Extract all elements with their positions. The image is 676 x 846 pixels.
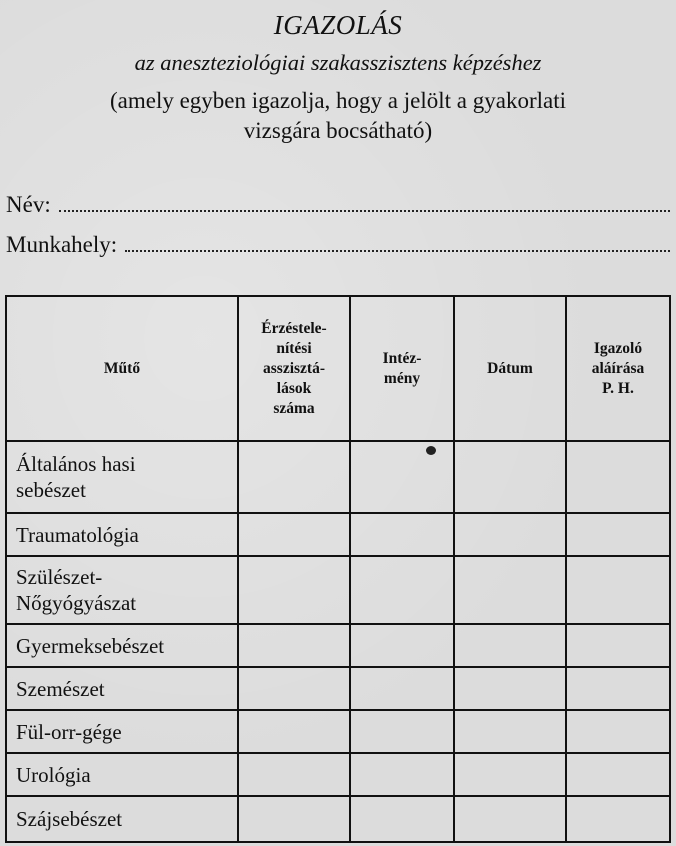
table-row <box>6 710 670 753</box>
header-datum: Dátum <box>454 296 566 441</box>
header-int-line: mény <box>383 369 421 387</box>
header-ig-line: Igazoló <box>593 339 643 357</box>
institution-cell[interactable] <box>350 796 454 842</box>
specialty-cell <box>6 556 238 624</box>
date-cell[interactable] <box>454 556 566 624</box>
date-cell[interactable] <box>454 624 566 667</box>
header-muto: Műtő <box>6 296 238 441</box>
table-row <box>6 753 670 796</box>
signature-cell[interactable] <box>566 513 670 556</box>
header-erz-line: asszisztá- <box>263 359 325 377</box>
signature-cell[interactable] <box>566 753 670 796</box>
header-erz-line: lások <box>276 379 312 397</box>
date-cell[interactable] <box>454 667 566 710</box>
specialty-line: Traumatológia <box>16 522 139 547</box>
specialty-cell <box>6 441 238 513</box>
header-ig-line: aláírása <box>591 359 645 377</box>
institution-cell[interactable] <box>350 513 454 556</box>
table-row <box>6 667 670 710</box>
name-label: Név: <box>6 192 51 217</box>
date-cell[interactable] <box>454 710 566 753</box>
specialty-cell <box>6 667 238 710</box>
institution-cell[interactable] <box>350 556 454 624</box>
workplace-field-row <box>6 228 670 258</box>
signature-cell[interactable] <box>566 556 670 624</box>
header-intezmeny <box>350 296 454 441</box>
table-header-row <box>6 296 670 441</box>
specialty-line: Gyermeksebészet <box>16 633 165 658</box>
count-cell[interactable] <box>238 710 350 753</box>
count-cell[interactable] <box>238 753 350 796</box>
note-line-2: vizsgára bocsátható) <box>243 118 433 143</box>
count-cell[interactable] <box>238 556 350 624</box>
header-int-line: Intéz- <box>382 349 422 367</box>
signature-cell[interactable] <box>566 710 670 753</box>
name-field-line[interactable] <box>59 209 670 212</box>
specialty-cell <box>6 753 238 796</box>
header-erz-line: száma <box>273 399 315 417</box>
specialty-cell <box>6 710 238 753</box>
institution-cell[interactable] <box>350 710 454 753</box>
count-cell[interactable] <box>238 624 350 667</box>
specialty-line: Urológia <box>16 762 91 787</box>
header-erzestelenites <box>238 296 350 441</box>
header-ig-line: P. H. <box>602 379 634 397</box>
header-erz-line: Érzéstele- <box>261 319 327 337</box>
specialty-line: Általános hasi <box>16 452 136 476</box>
count-cell[interactable] <box>238 513 350 556</box>
signature-cell[interactable] <box>566 796 670 842</box>
name-field-row <box>6 188 670 218</box>
ink-smudge <box>426 446 436 455</box>
date-cell[interactable] <box>454 441 566 513</box>
signature-cell[interactable] <box>566 441 670 513</box>
count-cell[interactable] <box>238 667 350 710</box>
workplace-label: Munkahely: <box>6 232 118 257</box>
specialty-line: sebészet <box>16 478 86 502</box>
specialty-line: Szülészet- <box>16 565 103 589</box>
table-row <box>6 556 670 624</box>
count-cell[interactable] <box>238 441 350 513</box>
institution-cell[interactable] <box>350 624 454 667</box>
table-row <box>6 513 670 556</box>
institution-cell[interactable] <box>350 441 454 513</box>
header-igazolo <box>566 296 670 441</box>
specialty-line: Szájsebészet <box>16 807 123 831</box>
specialty-line: Nőgyógyászat <box>16 591 137 615</box>
date-cell[interactable] <box>454 796 566 842</box>
table-row <box>6 441 670 513</box>
institution-cell[interactable] <box>350 753 454 796</box>
workplace-field-line[interactable] <box>125 249 670 252</box>
specialty-cell <box>6 624 238 667</box>
specialty-line: Szemészet <box>16 676 105 701</box>
certification-table <box>5 295 671 843</box>
header-erz-line: nítési <box>276 339 312 357</box>
institution-cell[interactable] <box>350 667 454 710</box>
specialty-cell <box>6 796 238 842</box>
document-subtitle: az aneszteziológiai szakasszisztens képzéshez <box>134 50 542 75</box>
date-cell[interactable] <box>454 753 566 796</box>
specialty-line: Fül-orr-gége <box>16 719 122 744</box>
note-line-1: (amely egyben igazolja, hogy a jelölt a gyakorlati <box>109 88 566 113</box>
signature-cell[interactable] <box>566 667 670 710</box>
count-cell[interactable] <box>238 796 350 842</box>
signature-cell[interactable] <box>566 624 670 667</box>
document-note <box>0 86 676 146</box>
date-cell[interactable] <box>454 513 566 556</box>
specialty-cell <box>6 513 238 556</box>
document-title: IGAZOLÁS <box>273 10 403 40</box>
table-row <box>6 624 670 667</box>
table-row <box>6 796 670 842</box>
